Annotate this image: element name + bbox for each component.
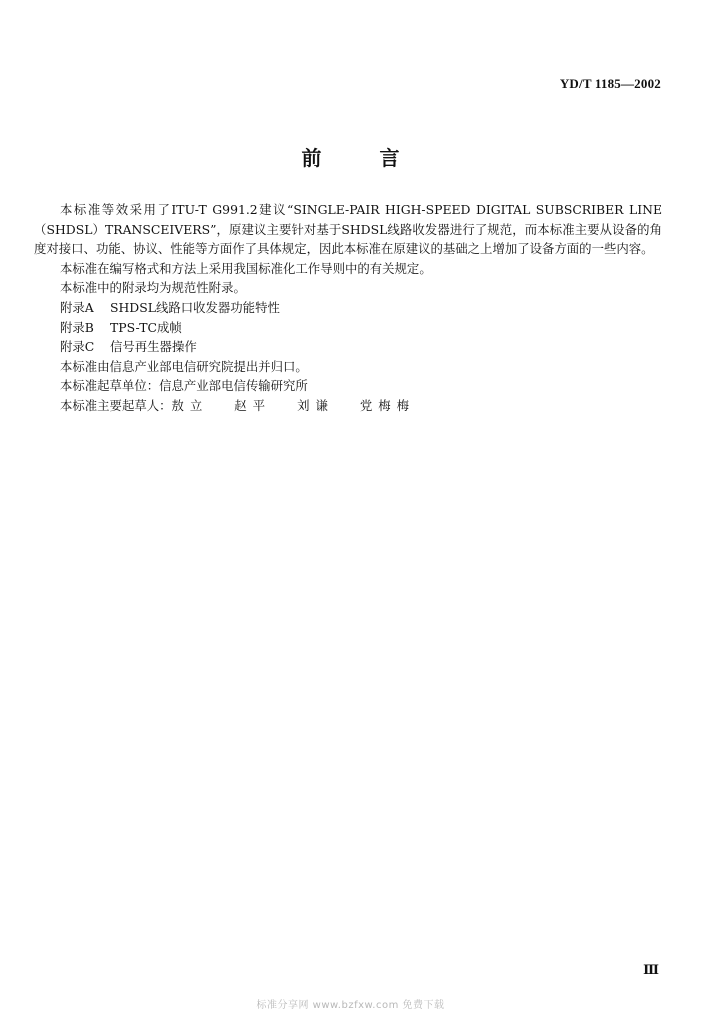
appendix-item: [34, 318, 662, 338]
proposer-line: 本标准由信息产业部电信研究院提出并归口。: [60, 358, 308, 374]
appendix-title: 信号再生器操作: [110, 339, 197, 355]
page-title: 前言: [301, 146, 458, 170]
drafter-name: 赵平: [234, 397, 272, 413]
page-number: Ⅲ: [643, 962, 659, 977]
appendix-label: 附录C: [60, 339, 95, 355]
document-body: [34, 200, 662, 416]
drafter-name: 刘谦: [297, 397, 334, 413]
drafters-line: [34, 396, 662, 416]
drafters-label: 本标准主要起草人：: [60, 397, 172, 413]
appendix-title: SHDSL线路口收发器功能特性: [110, 299, 280, 315]
drafter-name: 敖立: [171, 397, 209, 413]
appendix-label: 附录B: [60, 319, 94, 335]
standard-code: YD/T 1185—2002: [559, 76, 661, 91]
intro-paragraph: 本标准等效采用了ITU-T G991.2建议“SINGLE-PAIR HIGH-SPEED DIGITAL SUBSCRIBER LINE（SHDSL）TRANSCEIVERS”，原建议主要针对基于SHDSL线路收发器进行了规范，而本标准主要从设备的角度对接口、功能、协议、性能等方面作了具体规定，因此本标准在原建议的基础之上增加了设备方面的一些内容。: [34, 202, 662, 257]
drafter-name: 党梅梅: [359, 397, 416, 413]
appendix-note: 本标准中的附录均为规范性附录。: [60, 280, 246, 296]
appendix-label: 附录A: [60, 299, 94, 315]
appendix-item: [34, 298, 662, 318]
watermark: 标准分享网 www.bzfxw.com 免费下载: [256, 1000, 445, 1011]
appendix-title: TPS-TC成帧: [110, 319, 182, 335]
appendix-item: [34, 337, 662, 357]
drafting-unit-line: 本标准起草单位：信息产业部电信传输研究所: [60, 378, 308, 394]
format-paragraph: 本标准在编写格式和方法上采用我国标准化工作导则中的有关规定。: [60, 260, 432, 276]
